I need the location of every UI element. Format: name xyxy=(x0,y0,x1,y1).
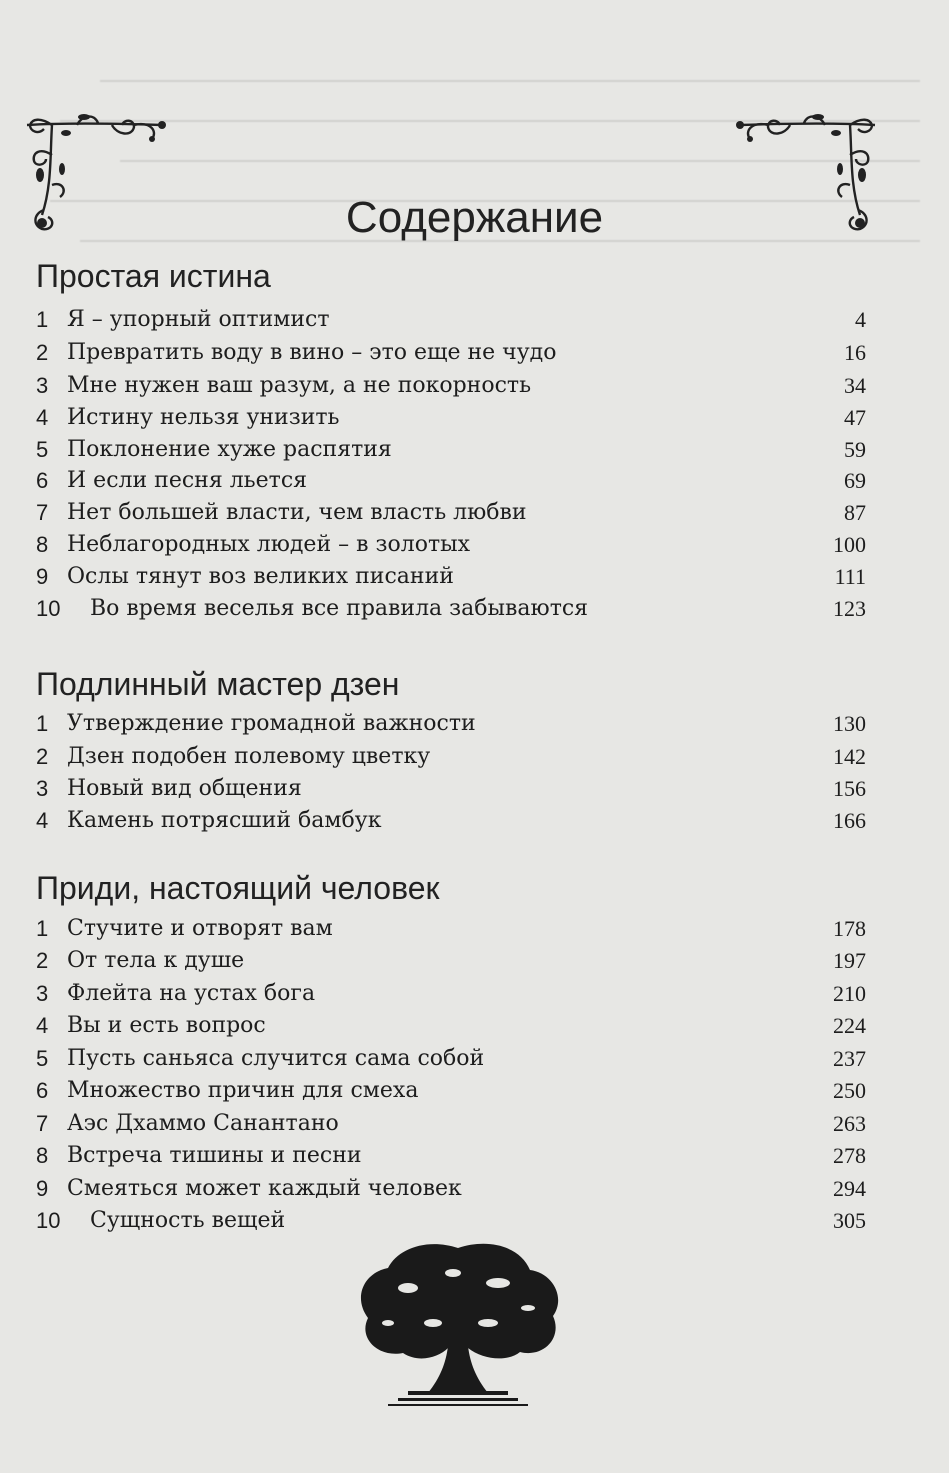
toc-entry[interactable] xyxy=(36,981,866,1013)
entry-page: 47 xyxy=(844,405,866,430)
page-title: Содержание xyxy=(345,193,604,242)
toc-entry[interactable] xyxy=(36,340,866,372)
entry-title: Утверждение громадной важности xyxy=(67,711,476,736)
entry-number: 9 xyxy=(36,564,49,589)
toc-entry[interactable] xyxy=(36,1013,866,1045)
entry-title: Стучите и отворят вам xyxy=(67,916,333,941)
entry-number: 6 xyxy=(36,468,49,493)
entry-title: Множество причин для смеха xyxy=(67,1078,419,1103)
entry-number: 5 xyxy=(36,437,49,462)
entry-page: 210 xyxy=(833,981,866,1006)
toc-entry[interactable] xyxy=(36,405,866,437)
entry-title: Флейта на устах бога xyxy=(67,981,316,1006)
entry-page: 59 xyxy=(844,437,866,462)
toc-entry[interactable] xyxy=(36,1176,866,1208)
toc-entry[interactable] xyxy=(36,373,866,405)
entry-page: 34 xyxy=(844,373,866,398)
entry-title: Нет большей власти, чем власть любви xyxy=(67,500,527,525)
entry-number: 8 xyxy=(36,1143,49,1168)
section-title: Приди, настоящий человек xyxy=(36,870,440,906)
entry-number: 4 xyxy=(36,405,49,430)
entry-title: Превратить воду в вино – это еще не чудо xyxy=(67,340,557,365)
toc-entry[interactable] xyxy=(36,564,866,596)
entry-page: 224 xyxy=(833,1013,866,1038)
entry-page: 111 xyxy=(834,564,866,589)
entry-page: 166 xyxy=(833,808,866,833)
entry-page: 278 xyxy=(833,1143,866,1168)
entry-title: Ослы тянут воз великих писаний xyxy=(67,564,454,589)
entry-title: Встреча тишины и песни xyxy=(67,1143,362,1168)
entry-page: 100 xyxy=(833,532,866,557)
entry-page: 142 xyxy=(833,744,866,769)
toc-entry[interactable] xyxy=(36,437,866,469)
entry-title: Камень потрясший бамбук xyxy=(67,808,382,833)
entry-title: Истину нельзя унизить xyxy=(67,405,340,430)
entry-title: Аэс Дхаммо Санантано xyxy=(67,1111,339,1136)
toc-entry[interactable] xyxy=(36,596,866,628)
entry-title: Поклонение хуже распятия xyxy=(67,437,392,462)
entry-number: 7 xyxy=(36,500,49,525)
entry-page: 237 xyxy=(833,1046,866,1071)
entry-title: Пусть саньяса случится сама собой xyxy=(67,1046,485,1071)
toc-entry[interactable] xyxy=(36,948,866,980)
toc-entry[interactable] xyxy=(36,1046,866,1078)
entry-page: 197 xyxy=(833,948,866,973)
entry-page: 16 xyxy=(844,340,866,365)
entry-number: 4 xyxy=(36,1013,49,1038)
entry-page: 263 xyxy=(833,1111,866,1136)
entry-page: 4 xyxy=(855,307,866,332)
toc-entry[interactable] xyxy=(36,1111,866,1143)
entry-page: 178 xyxy=(833,916,866,941)
entry-title: Мне нужен ваш разум, а не покорность xyxy=(67,373,532,398)
toc-entry[interactable] xyxy=(36,744,866,776)
entry-page: 69 xyxy=(844,468,866,493)
entry-number: 8 xyxy=(36,532,49,557)
entry-title: Неблагородных людей – в золотых xyxy=(67,532,471,557)
entry-number: 2 xyxy=(36,744,49,769)
section-title: Простая истина xyxy=(36,258,271,294)
tree-illustration-icon xyxy=(348,1228,568,1410)
toc-entry[interactable] xyxy=(36,532,866,564)
entry-title: Сущность вещей xyxy=(90,1208,286,1233)
entry-page: 156 xyxy=(833,776,866,801)
entry-number: 3 xyxy=(36,981,49,1006)
toc-entry[interactable] xyxy=(36,776,866,808)
entry-page: 250 xyxy=(833,1078,866,1103)
toc-entry[interactable] xyxy=(36,916,866,948)
entry-number: 6 xyxy=(36,1078,49,1103)
entry-number: 9 xyxy=(36,1176,49,1201)
entry-page: 305 xyxy=(833,1208,866,1233)
entry-title: Я – упорный оптимист xyxy=(67,307,330,332)
section-title: Подлинный мастер дзен xyxy=(36,666,400,702)
entry-title: Новый вид общения xyxy=(67,776,302,801)
entry-title: И если песня льется xyxy=(67,468,308,493)
entry-title: Дзен подобен полевому цветку xyxy=(67,744,431,769)
entry-number: 10 xyxy=(36,1208,61,1233)
toc-entry[interactable] xyxy=(36,1078,866,1110)
toc-entry[interactable] xyxy=(36,711,866,743)
entry-page: 130 xyxy=(833,711,866,736)
entry-number: 7 xyxy=(36,1111,49,1136)
toc-entry[interactable] xyxy=(36,500,866,532)
entry-title: Во время веселья все правила забываются xyxy=(90,596,589,621)
entry-number: 5 xyxy=(36,1046,49,1071)
entry-number: 1 xyxy=(36,916,49,941)
entry-title: Вы и есть вопрос xyxy=(67,1013,266,1038)
entry-page: 87 xyxy=(844,500,866,525)
entry-number: 10 xyxy=(36,596,61,621)
entry-number: 2 xyxy=(36,948,49,973)
entry-title: Смеяться может каждый человек xyxy=(67,1176,462,1201)
toc-entry[interactable] xyxy=(36,808,866,840)
entry-number: 1 xyxy=(36,711,49,736)
entry-number: 3 xyxy=(36,373,49,398)
entry-number: 4 xyxy=(36,808,49,833)
toc-entry[interactable] xyxy=(36,1143,866,1175)
entry-number: 1 xyxy=(36,307,49,332)
entry-page: 123 xyxy=(833,596,866,621)
entry-number: 2 xyxy=(36,340,49,365)
toc-entry[interactable] xyxy=(36,468,866,500)
toc-entry[interactable] xyxy=(36,307,866,339)
entry-page: 294 xyxy=(833,1176,866,1201)
entry-number: 3 xyxy=(36,776,49,801)
entry-title: От тела к душе xyxy=(67,948,245,973)
